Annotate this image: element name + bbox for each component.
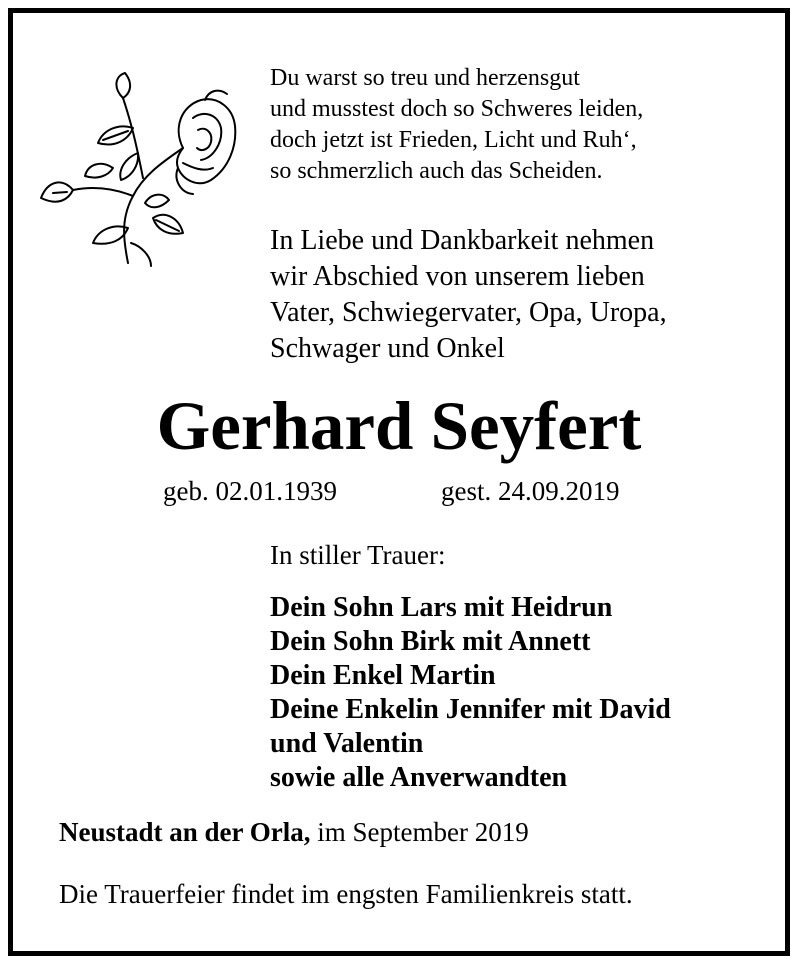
funeral-notice: Die Trauerfeier findet im engsten Familienkreis statt.: [59, 879, 633, 909]
intro-line: Schwager und Onkel: [270, 333, 505, 364]
poem-line: doch jetzt ist Frieden, Licht und Ruh‘,: [270, 127, 637, 153]
deceased-name: Gerhard Seyfert: [156, 388, 642, 464]
mourner-line: sowie alle Anverwandten: [270, 762, 568, 793]
month-year: im September 2019: [317, 817, 529, 847]
place-name: Neustadt an der Orla,: [59, 817, 311, 847]
mourner-line: Dein Sohn Birk mit Annett: [270, 626, 591, 657]
mourner-line: Dein Sohn Lars mit Heidrun: [270, 592, 613, 623]
obituary-frame: [8, 8, 790, 956]
birth-date: geb. 02.01.1939: [163, 476, 337, 506]
mourner-line: Dein Enkel Martin: [270, 660, 496, 691]
poem-line: so schmerzlich auch das Scheiden.: [270, 158, 603, 184]
poem-verse: [270, 63, 643, 187]
rose-illustration: [33, 68, 243, 268]
mourner-line: und Valentin: [270, 728, 424, 759]
farewell-intro: [270, 223, 667, 367]
death-date: gest. 24.09.2019: [441, 476, 620, 506]
poem-line: Du warst so treu und herzensgut: [270, 65, 580, 91]
mourners-list: [270, 591, 671, 795]
mourner-line: Deine Enkelin Jennifer mit David: [270, 694, 671, 725]
place-and-date: [59, 817, 529, 848]
intro-line: wir Abschied von unserem lieben: [270, 261, 645, 292]
intro-line: In Liebe und Dankbarkeit nehmen: [270, 225, 655, 256]
grief-heading: In stiller Trauer:: [270, 540, 446, 570]
intro-line: Vater, Schwiegervater, Opa, Uropa,: [270, 297, 667, 328]
poem-line: und musstest doch so Schweres leiden,: [270, 96, 644, 122]
